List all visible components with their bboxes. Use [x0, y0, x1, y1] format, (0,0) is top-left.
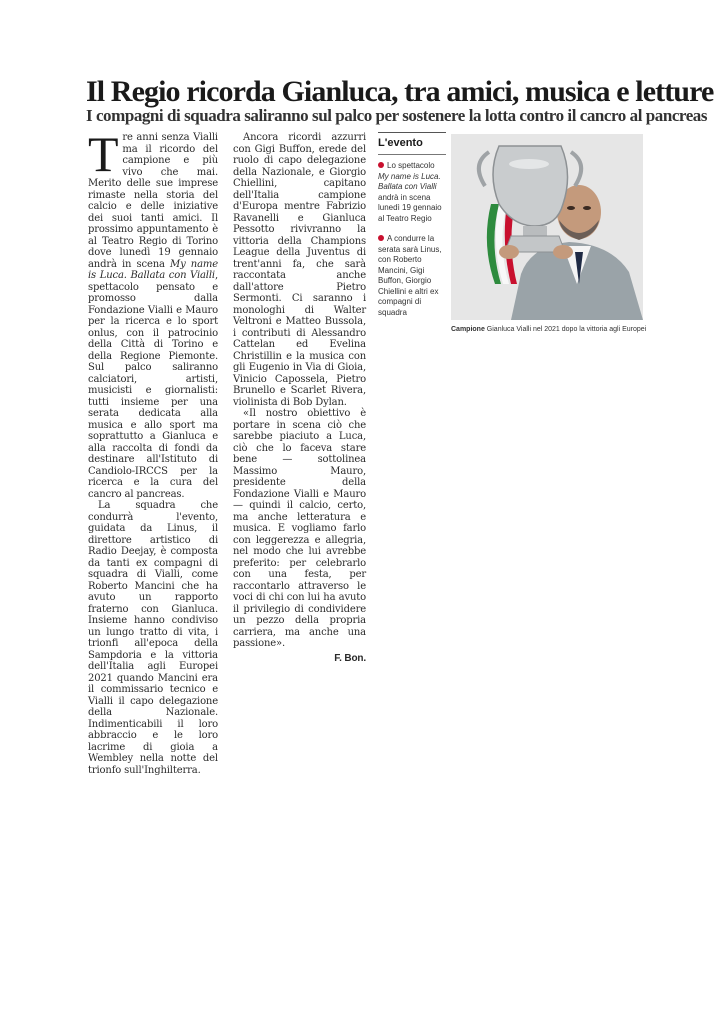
- sidebar-top-rule: [378, 132, 446, 133]
- show-title: My name is Luca. Ballata con Vialli: [88, 258, 219, 281]
- event-sidebar: [378, 132, 446, 328]
- author-signature: F. Bon.: [334, 652, 366, 664]
- bullet-icon: [378, 235, 384, 241]
- article-column-2: [233, 132, 366, 664]
- photo-caption: [451, 325, 651, 334]
- drop-cap: T: [88, 126, 119, 182]
- paragraph-4: «Il nostro obiettivo è portare in scena ciò che sarebbe piaciuto a Luca, ciò che lo faceva stare bene — sottolinea Massimo Mauro, presidente della Fondazione Vialli e Mauro — quindi il calcio, certo, ma anche letteratura e musica. E vogliamo farlo con leggerezza e allegria, nel modo che lui avrebbe preferito: per celebrarlo con una festa, per raccontarlo attraverso le voci di chi con lui ha avuto il privilegio di condividere un pezzo della propria carriera, ma anche una passione».: [233, 408, 366, 649]
- sidebar-divider: [378, 154, 446, 155]
- photo-illustration: [451, 134, 643, 320]
- vialli-trophy-photo: [451, 134, 643, 320]
- subheadline: I compagni di squadra saliranno sul palco per sostenere la lotta contro il cancro al pancreas: [86, 106, 708, 125]
- article-column-1: [88, 126, 219, 776]
- sidebar-item-show: Lo spettacolo My name is Luca. Ballata con Vialli andrà in scena lunedì 19 gennaio al Teatro Regio: [378, 161, 442, 223]
- caption-label: Campione: [451, 326, 485, 333]
- paragraph-3: Ancora ricordi azzurri con Gigi Buffon, erede del ruolo di capo delegazione della Nazionale, e Giorgio Chiellini, capitano dell'Italia campione d'Europa mentre Fabrizio Ravanelli e Gianluca Pessotto rivivranno la vittoria della Champions League della Juventus di trent'anni fa, che sarà raccontata anche dall'attore Pietro Sermonti. Ci saranno i monologhi di Walter Veltroni e Matteo Bussola, i contributi di Alessandro Cattelan ed Evelina Christillin e la musica con gli Eugenio in Via di Gioia, Vinicio Capossela, Pietro Brunello e Scarlet Rivera, violinista di Bob Dylan.: [233, 132, 366, 408]
- caption-text: Gianluca Vialli nel 2021 dopo la vittoria agli Europei: [486, 326, 647, 333]
- paragraph-2: La squadra che condurrà l'evento, guidata da Linus, il direttore artistico di Radio Deejay, è composta da tanti ex compagni di squadra di Vialli, come Roberto Mancini che ha avuto un rapporto fraterno con Gianluca. Insieme hanno condiviso un lungo tratto di vita, i trionfi all'epoca della Sampdoria e la vittoria dell'Italia agli Europei 2021 quando Mancini era il commissario tecnico e Vialli il capo delegazione della Nazionale. Indimenticabili il loro abbraccio e le loro lacrime di gioia a Wembley nella notte del trionfo sull'Inghilterra.: [88, 500, 218, 776]
- paragraph-1: Tre anni senza Vialli ma il ricordo del campione e più vivo che mai. Merito delle sue imprese rimaste nella storia del calcio e delle iniziative dei suoi tanti amici. Il prossimo appuntamento è al Teatro Regio di Torino dove lunedì 19 gennaio andrà in scena My name is Luca. Ballata con Vialli, spettacolo pensato e promosso dalla Fondazione Vialli e Mauro per la ricerca e lo sport onlus, con il patrocinio della Città di Torino e della Regione Piemonte. Sul palco saliranno calciatori, artisti, musicisti e giornalisti: tutti insieme per una serata dedicata alla musica e allo sport ma soprattutto a Gianluca e alla raccolta di fondi da destinare all'Istituto di Candiolo-IRCCS per la ricerca e la cura del cancro al pancreas.: [88, 126, 219, 500]
- headline: Il Regio ricorda Gianluca, tra amici, musica e letture: [86, 75, 714, 108]
- sidebar-title: L'evento: [378, 137, 423, 149]
- bullet-icon: [378, 162, 384, 168]
- sidebar-item-hosts: A condurre la serata sarà Linus, con Roberto Mancini, Gigi Buffon, Giorgio Chiellini e altri ex compagni di squadra: [378, 234, 442, 317]
